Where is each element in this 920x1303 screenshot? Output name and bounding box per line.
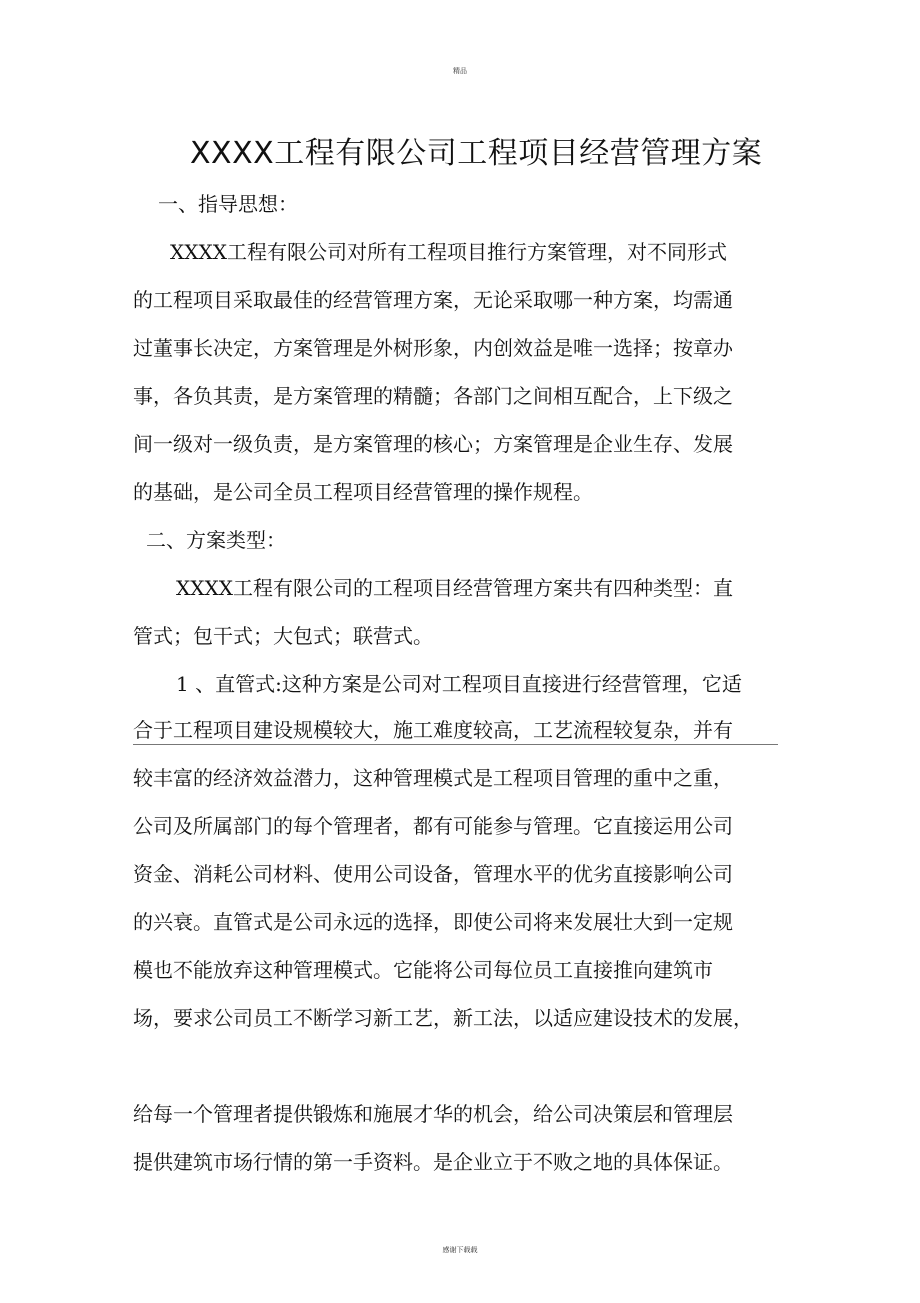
paragraph-line: 间一级对一级负责，是方案管理的核心；方案管理是企业生存、发展 — [133, 432, 733, 456]
paragraph-line: 的工程项目采取最佳的经营管理方案，无论采取哪一种方案，均需通 — [133, 288, 733, 312]
paragraph-line: 模也不能放弃这种管理模式。它能将公司每位员工直接推向建筑市 — [133, 958, 713, 982]
paragraph-line: 提供建筑市场行情的第一手资料。是企业立于不败之地的具体保证。 — [133, 1150, 733, 1174]
paragraph-line: 合于工程项目建设规模较大，施工难度较高，工艺流程较复杂，并有 — [133, 718, 733, 742]
paragraph-line: 资金、消耗公司材料、使用公司设备，管理水平的优劣直接影响公司 — [133, 862, 733, 886]
paragraph-line: 的兴衰。直管式是公司永远的选择，即使公司将来发展壮大到一定规 — [133, 910, 733, 934]
paragraph-line: 较丰富的经济效益潜力，这种管理模式是工程项目管理的重中之重， — [133, 766, 733, 790]
paragraph-line: 场，要求公司员工不断学习新工艺，新工法，以适应建设技术的发展， — [133, 1006, 753, 1030]
paragraph-line: 的基础，是公司全员工程项目经营管理的操作规程。 — [133, 480, 593, 504]
section-heading-2: 二、方案类型： — [146, 528, 286, 552]
page-footer-mark: 感谢下载载 — [442, 1246, 478, 1254]
paragraph-line: 给每一个管理者提供锻炼和施展才华的机会，给公司决策层和管理层 — [133, 1102, 733, 1126]
paragraph-line: 公司及所属部门的每个管理者，都有可能参与管理。它直接运用公司 — [133, 814, 733, 838]
page-header-mark: 精品 — [453, 67, 467, 75]
paragraph-line: XXXX工程有限公司对所有工程项目推行方案管理，对不同形式 — [170, 240, 727, 264]
paragraph-line: 1 、直管式:这种方案是公司对工程项目直接进行经营管理，它适 — [176, 672, 742, 696]
section-heading-1: 一、指导思想： — [158, 192, 298, 216]
paragraph-line: 事，各负其责，是方案管理的精髓；各部门之间相互配合，上下级之 — [133, 384, 733, 408]
paragraph-line: 过董事长决定，方案管理是外树形象，内创效益是唯一选择；按章办 — [133, 336, 733, 360]
paragraph-line: 管式；包干式；大包式；联营式。 — [133, 624, 433, 648]
paragraph-line: XXXX工程有限公司的工程项目经营管理方案共有四种类型：直 — [176, 576, 733, 600]
document-title: XXXX工程有限公司工程项目经营管理方案 — [190, 136, 763, 171]
separator-line — [133, 744, 778, 745]
